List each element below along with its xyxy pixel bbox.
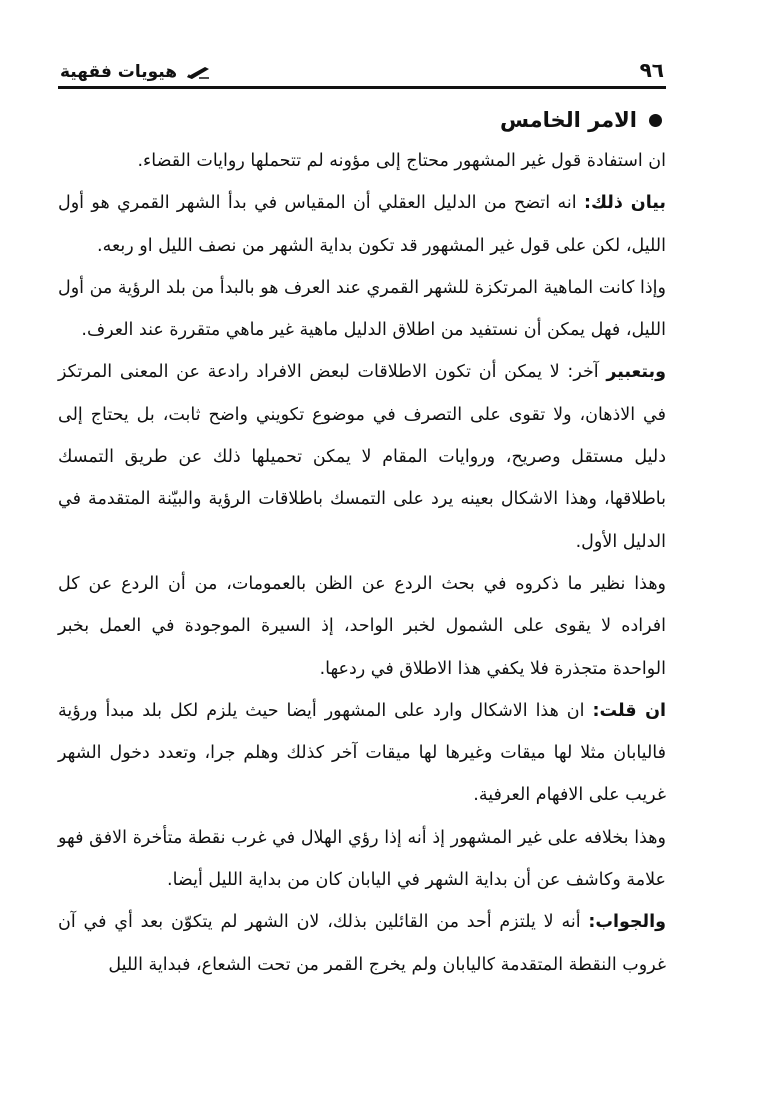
- section-heading-text: الامر الخامس: [499, 108, 637, 132]
- page-number: ٩٦: [639, 58, 664, 82]
- pen-icon: [185, 64, 211, 80]
- paragraph-lead: والجواب:: [588, 912, 666, 933]
- paragraph: [58, 267, 666, 352]
- paragraph: [58, 351, 666, 562]
- page-header: [60, 52, 664, 82]
- paragraph: [58, 140, 666, 182]
- paragraph-text: ان هذا الاشكال وارد على المشهور أيضا حيث يلزم لكل بلد مبدأ ورؤية فاليابان مثلا لها ميقات وغيرها لها ميقات آخر كذلك وهلم جرا، وتعدد دخول الشهر غريب على الافهام العرفية.: [58, 700, 666, 806]
- paragraph: [58, 817, 666, 902]
- page-body: [58, 100, 666, 986]
- bullet-icon: [649, 114, 662, 127]
- paragraph-text: ان استفادة قول غير المشهور محتاج إلى مؤونه لم تتحملها روايات القضاء.: [137, 151, 666, 171]
- paragraph-text: وهذا نظير ما ذكروه في بحث الردع عن الظن بالعمومات، من أن الردع عن كل افراده لا يقوى على الشمول لخبر الواحد، إذ السيرة الموجودة في العمل بخبر الواحدة متجذرة فلا يكفي هذا الاطلاق في ردعها.: [58, 573, 666, 679]
- paragraph: [58, 690, 666, 817]
- section-heading: [58, 100, 666, 140]
- paragraph-lead: وبتعبير: [606, 362, 666, 383]
- paragraph-lead: ان قلت:: [592, 700, 667, 721]
- paragraph-text: وهذا بخلافه على غير المشهور إذ أنه إذا رؤي الهلال في غرب نقطة متأخرة الافق فهو علامة وكاشف عن أن بداية الشهر في اليابان كان من بداية الليل أيضا.: [58, 827, 666, 891]
- paragraph-lead: بيان ذلك:: [584, 193, 666, 214]
- paragraph-text: أنه لا يلتزم أحد من القائلين بذلك، لان الشهر لم يتكوّن بعد أي في آن غروب النقطة المتقدمة كاليابان ولم يخرج القمر من تحت الشعاع، فبداية الليل: [58, 912, 666, 975]
- paragraph: [58, 901, 666, 986]
- paragraph: [58, 563, 666, 690]
- book-title: هيويات فقهية: [60, 62, 177, 82]
- running-title: [60, 62, 211, 82]
- paragraph-text: انه اتضح من الدليل العقلي أن المقياس في بدأ الشهر القمري هو أول الليل، لكن على قول غير المشهور قد تكون بداية الشهر من نصف الليل او ربعه.: [58, 193, 666, 256]
- paragraph-text: وإذا كانت الماهية المرتكزة للشهر القمري عند العرف هو بالبدأ من بلد الرؤية من أول الليل، فهل يمكن أن نستفيد من اطلاق الدليل ماهية غير ماهي متقررة عند العرف.: [58, 277, 666, 341]
- paragraph-text: آخر: لا يمكن أن تكون الاطلاقات لبعض الافراد رادعة عن المعنى المرتكز في الاذهان، ولا تقوى على التصرف في موضوع تكويني واضح ثابت، بل يحتاج إلى دليل مستقل وصريح، وروايات المقام لا يمكن تحميلها ذلك عن طريق التمسك باطلاقها، وهذا الاشكال بعينه يرد على التمسك باطلاقات الرؤية والبيّنة المتقدمة في الدليل الأول.: [58, 362, 666, 552]
- header-rule: [58, 86, 666, 89]
- paragraph: [58, 182, 666, 267]
